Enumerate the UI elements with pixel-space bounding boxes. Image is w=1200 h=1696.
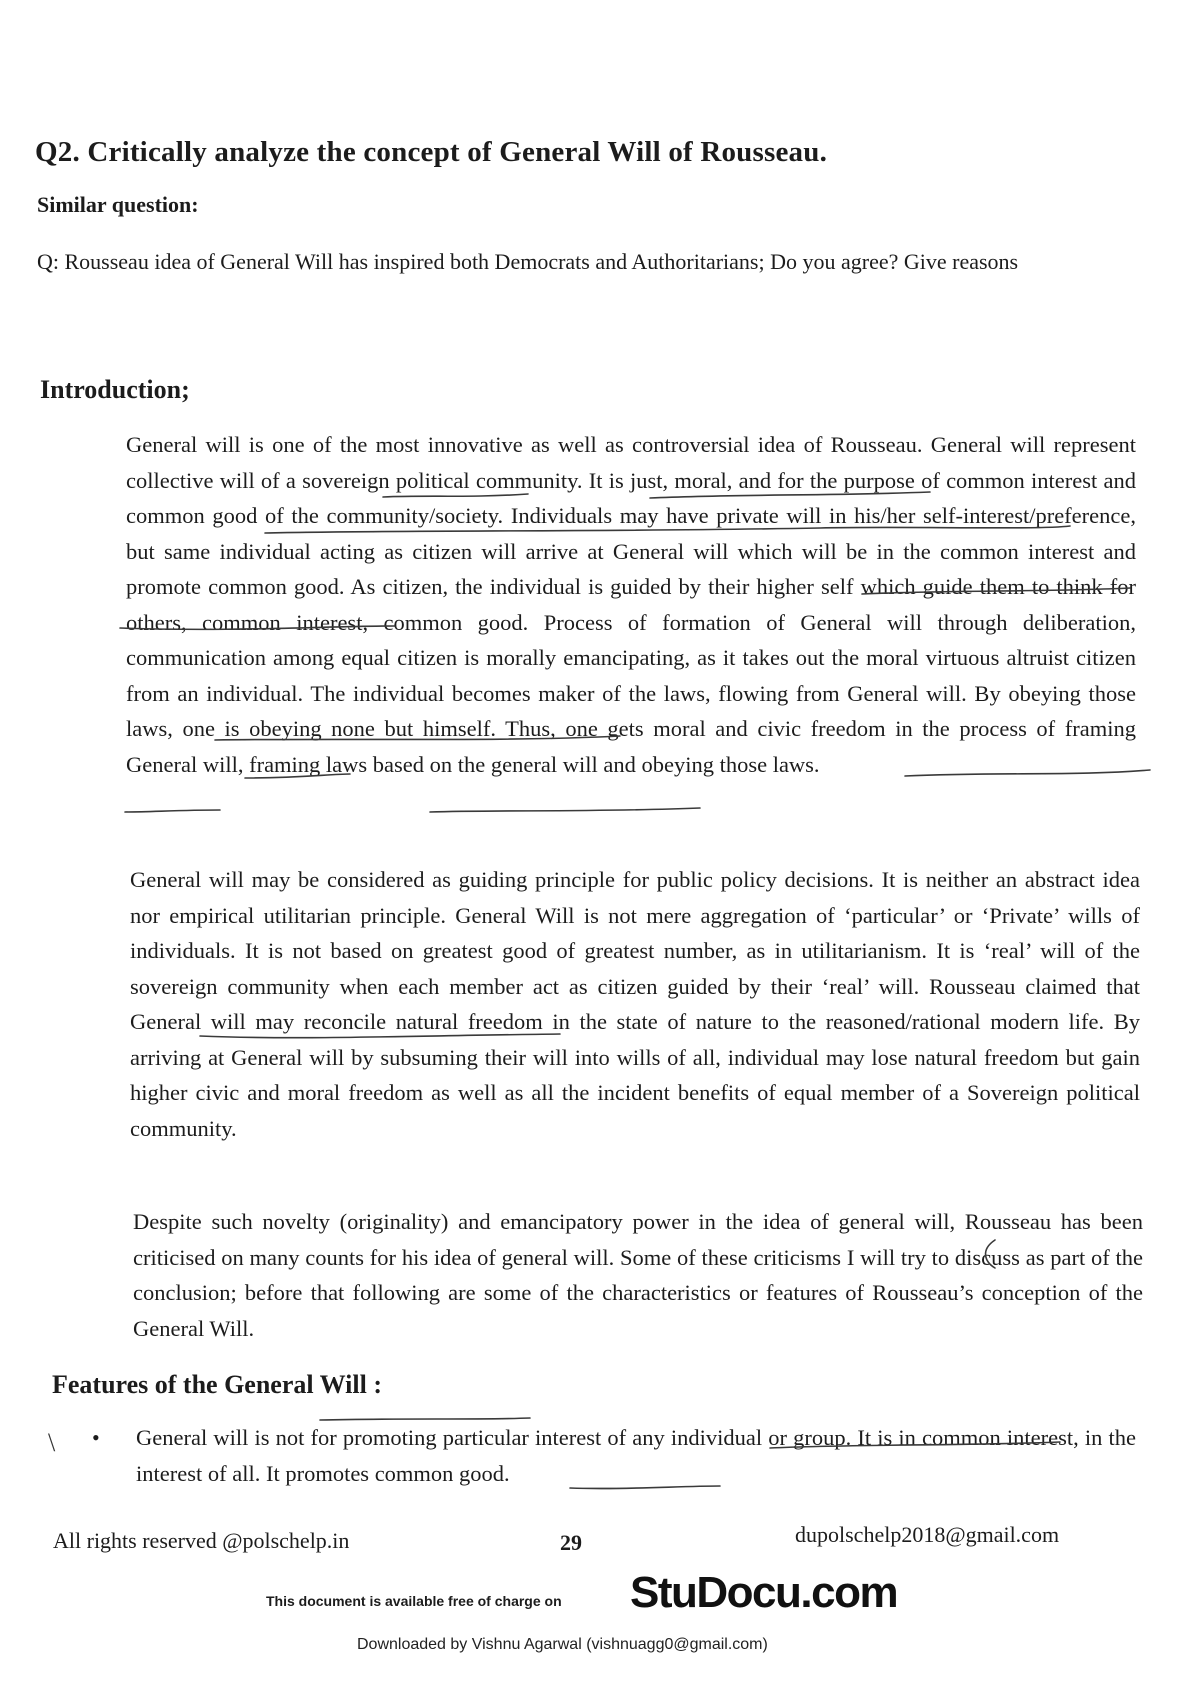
footer-page-number: 29 (560, 1530, 582, 1555)
footer-rights: All rights reserved @polschelp.in (53, 1528, 350, 1553)
features-heading: Features of the General Will : (52, 1370, 383, 1399)
intro-paragraph-1: General will is one of the most innovative as well as controversial idea of Rousseau. General will represent collective will of a sovereign political community. It is just, moral, and for the purpose of common interest and common good of the community/society. Individuals may have private will in his/her self-interest/preference, but same individual acting as citizen will arrive at General will which will be in the common interest and promote common good. As citizen, the individual is guided by their higher self which guide them to think for others, common interest, common good. Process of formation of General will through deliberation, communication among equal citizen is morally emancipating, as it takes out the moral virtuous altruist citizen from an individual. The individual becomes maker of the laws, flowing from General will. By obeying those laws, one is obeying none but himself. Thus, one gets moral and civic freedom in the process of framing General will, framing laws based on the general will and obeying those laws. (126, 432, 1136, 777)
similar-question-text: Q: Rousseau idea of General Will has inspired both Democrats and Authoritarians; Do you agree? Give reasons (37, 249, 1019, 274)
question-title: Q2. Critically analyze the concept of General Will of Rousseau. (35, 136, 828, 168)
handwritten-tick-mark: \ (48, 1428, 56, 1457)
studocu-availability-text: This document is available free of charge on (266, 1593, 562, 1609)
intro-paragraph-3: Despite such novelty (originality) and emancipatory power in the idea of general will, Rousseau has been criticised on many counts for his idea of general will. Some of these criticisms I will try to discuss as part of the conclusion; before that following are some of the characteristics or features of Rousseau’s conception of the General Will. (133, 1209, 1143, 1341)
intro-paragraph-2: General will may be considered as guiding principle for public policy decisions. It is neither an abstract idea nor empirical utilitarian principle. General Will is not mere aggregation of ‘particular’ or ‘Private’ wills of individuals. It is not based on greatest good of greatest number, as in utilitarianism. It is ‘real’ will of the sovereign community when each member act as citizen guided by their ‘real’ will. Rousseau claimed that General will may reconcile natural freedom in the state of nature to the reasoned/rational modern life. By arriving at General will by subsuming their will into wills of all, individual may lose natural freedom but gain higher civic and moral freedom as well as all the incident benefits of equal member of a Sovereign political community. (130, 867, 1140, 1141)
similar-question-label: Similar question: (37, 192, 199, 217)
studocu-logo[interactable]: StuDocu.com (630, 1568, 898, 1617)
introduction-heading: Introduction; (40, 375, 190, 404)
feature-bullet-text: General will is not for promoting particular interest of any individual or group. It is in common interest, in the interest of all. It promotes common good. (136, 1425, 1136, 1486)
download-attribution: Downloaded by Vishnu Agarwal (vishnuagg0@gmail.com) (357, 1636, 768, 1653)
bullet-icon: • (92, 1425, 100, 1450)
footer-email: dupolschelp2018@gmail.com (795, 1522, 1060, 1547)
